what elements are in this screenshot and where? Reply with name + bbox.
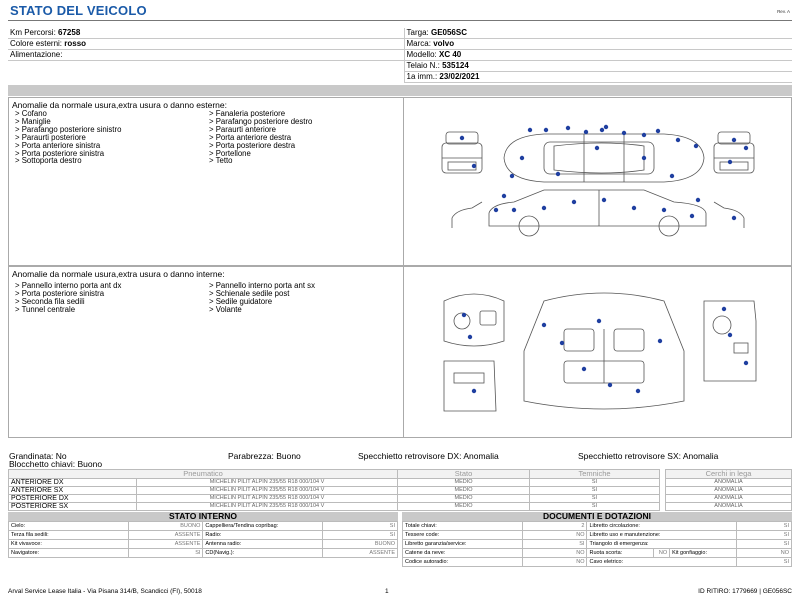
damage-marker — [732, 216, 736, 220]
tyre-cerchi: ANOMALIA — [666, 495, 792, 503]
damage-item: > Pannello interno porta ant sx — [209, 281, 315, 290]
damage-marker — [642, 156, 646, 160]
cell-value: ASSENTE — [128, 540, 203, 549]
tyre-cerchi: ANOMALIA — [666, 503, 792, 511]
damage-marker — [468, 335, 472, 339]
revision-label: Rev. A — [777, 9, 790, 14]
damage-marker — [542, 206, 546, 210]
cell-key: Cappelliera/Tendina copribag: — [203, 522, 323, 531]
damage-item: > Parafango posteriore sinistro — [15, 124, 122, 134]
damage-item: > Seconda fila sedili — [15, 296, 85, 306]
cell-value: SI — [737, 522, 792, 531]
telaio-label: Telaio N.: — [406, 61, 440, 70]
interior-damage-panel — [8, 266, 792, 438]
interior-car-diagram — [434, 281, 764, 431]
cell-key: Tessere code: — [403, 531, 523, 540]
damage-marker — [472, 389, 476, 393]
damage-marker — [595, 146, 599, 150]
pneumatico-header: Pneumatico — [9, 470, 398, 479]
documents-table — [402, 521, 792, 567]
damage-item: > Tetto — [209, 156, 233, 166]
telaio-value: 535124 — [442, 61, 469, 70]
damage-marker — [658, 339, 662, 343]
cell-key: Libretto garanzia/service: — [403, 540, 523, 549]
cell-key: Cavo eletrico: — [587, 558, 737, 567]
modello-label: Modello: — [406, 50, 437, 59]
cell-key: Cielo: — [9, 522, 129, 531]
tyre-tecniche: SI — [530, 487, 660, 495]
damage-marker — [510, 174, 514, 178]
table-row — [403, 522, 792, 531]
cell-value: NO — [522, 531, 587, 540]
tyre-tecniche: SI — [530, 503, 660, 511]
cell-value: 2 — [522, 522, 587, 531]
documents-title: DOCUMENTI E DOTAZIONI — [402, 512, 792, 521]
damage-item: > Volante — [209, 304, 242, 314]
cell-key: Terza fila sedili: — [9, 531, 129, 540]
cell-value: NO — [737, 549, 792, 558]
damage-marker — [622, 131, 626, 135]
cell-key: CD(Navig.): — [203, 549, 323, 558]
damage-marker — [494, 208, 498, 212]
table-row — [403, 540, 792, 549]
vehicle-info-table — [8, 28, 792, 83]
interior-damage-title: Anomalie da normale usura,extra usura o danno interne: — [12, 269, 225, 279]
damage-item: > Porta posteriore sinistra — [15, 288, 105, 298]
cell-value: NO — [522, 549, 587, 558]
damage-marker — [670, 174, 674, 178]
cell-key: Kit vivavoce: — [9, 540, 129, 549]
tyre-cerchi: ANOMALIA — [666, 479, 792, 487]
footer-ritiro: ID RITIRO: 1779669 | GE056SC — [698, 588, 792, 595]
km-label: Km Percorsi: — [10, 28, 56, 37]
cell-value: NO — [522, 558, 587, 567]
damage-marker — [728, 333, 732, 337]
damage-marker — [632, 206, 636, 210]
cell-key: Antenna radio: — [203, 540, 323, 549]
damage-marker — [582, 367, 586, 371]
info-row — [8, 72, 792, 83]
colore-label: Colore esterni: — [10, 39, 63, 48]
parabrezza-text: Parabrezza: Buono — [228, 451, 301, 461]
tyre-model: MICHELIN PILIT ALPIN 235/55 R18 000/104 V — [137, 479, 398, 487]
damage-item: > Parafango posteriore destro — [209, 116, 313, 126]
specchietto-dx-text: Specchietto retrovisore DX: Anomalia — [358, 451, 499, 461]
page-title: STATO DEL VEICOLO — [10, 3, 147, 18]
damage-marker — [544, 128, 548, 132]
tyre-position: ANTERIORE DX — [9, 479, 137, 487]
cell-key: Triangolo di emergenza: — [587, 540, 737, 549]
table-row — [9, 540, 398, 549]
targa-value: GE056SC — [430, 28, 467, 37]
cell-value: SI — [323, 531, 398, 540]
table-row — [9, 522, 398, 531]
damage-item: > Paraurti anteriore — [209, 124, 276, 134]
cell-key: Codice autoradio: — [403, 558, 523, 567]
title-divider — [8, 20, 792, 21]
immatricolazione-label: 1a imm.: — [406, 72, 438, 81]
damage-marker — [744, 146, 748, 150]
exterior-car-diagram — [434, 118, 764, 243]
damage-item: > Portellone — [209, 148, 251, 158]
tyre-tecniche: SI — [530, 479, 660, 487]
damage-marker — [604, 125, 608, 129]
cell-value: NO — [654, 549, 670, 558]
damage-marker — [566, 126, 570, 130]
cell-value: SI — [323, 522, 398, 531]
damage-marker — [597, 319, 601, 323]
cell-key: Totale chiavi: — [403, 522, 523, 531]
interior-damage-list-1 — [15, 282, 121, 314]
marca-label: Marca: — [406, 39, 431, 48]
tyre-model: MICHELIN PILIT ALPIN 235/55 R18 000/104 V — [137, 495, 398, 503]
damage-item: > Fanaleria posteriore — [209, 109, 286, 118]
damage-marker — [744, 361, 748, 365]
info-row — [8, 39, 792, 50]
footer-page-number: 1 — [385, 588, 389, 595]
damage-item: > Sottoporta destro — [15, 156, 82, 166]
damage-marker — [512, 208, 516, 212]
cell-value: SI — [737, 540, 792, 549]
tecniche-header: Temniche — [530, 470, 660, 479]
damage-marker — [642, 133, 646, 137]
cell-value: SI — [737, 531, 792, 540]
tyre-stato: MEDIO — [398, 487, 530, 495]
damage-marker — [608, 383, 612, 387]
damage-marker — [572, 200, 576, 204]
cell-value: BUONO — [128, 522, 203, 531]
damage-marker — [462, 313, 466, 317]
tyre-model: MICHELIN PILIT ALPIN 235/55 R18 000/104 V — [137, 487, 398, 495]
damage-item: > Paraurti posteriore — [15, 132, 86, 142]
damage-item: > Pannello interno porta ant dx — [15, 281, 122, 290]
damage-marker — [520, 156, 524, 160]
tyre-position: POSTERIORE DX — [9, 495, 137, 503]
damage-item: > Schienale sedile post — [209, 288, 290, 298]
cell-value: ASSENTE — [128, 531, 203, 540]
marca-value: volvo — [433, 39, 455, 48]
internal-state-table — [8, 521, 398, 558]
grandinata-text: Grandinata: No — [9, 451, 67, 461]
table-row — [9, 531, 398, 540]
section-separator — [8, 85, 792, 96]
cell-value: SI — [737, 558, 792, 567]
damage-marker — [694, 144, 698, 148]
stato-header: Stato — [398, 470, 530, 479]
cell-value: BUONO — [323, 540, 398, 549]
damage-marker — [602, 198, 606, 202]
interior-damage-list-2 — [209, 282, 315, 314]
info-row — [8, 61, 792, 72]
tyre-tecniche: SI — [530, 495, 660, 503]
blocchetto-text: Blocchetto chiavi: Buono — [9, 459, 103, 469]
cell-key: Radio: — [203, 531, 323, 540]
damage-marker — [656, 129, 660, 133]
damage-marker — [676, 138, 680, 142]
table-row — [9, 503, 792, 511]
cell-key: Navigatore: — [9, 549, 129, 558]
damage-marker — [560, 341, 564, 345]
damage-marker — [636, 389, 640, 393]
info-row — [8, 28, 792, 39]
damage-marker — [584, 130, 588, 134]
table-row — [9, 479, 792, 487]
targa-label: Targa: — [406, 28, 429, 37]
cerchi-header: Cerchi in lega — [666, 470, 792, 479]
exterior-damage-panel — [8, 97, 792, 266]
damage-marker — [600, 128, 604, 132]
damage-marker — [472, 164, 476, 168]
damage-marker — [460, 136, 464, 140]
footer-company: Arval Service Lease Italia - Via Pisana 314/B, Scandicci (FI), 50018 — [8, 588, 202, 595]
damage-item: > Porta posteriore sinistra — [15, 148, 105, 158]
tyre-cerchi: ANOMALIA — [666, 487, 792, 495]
damage-marker — [556, 172, 560, 176]
damage-item: > Maniglie — [15, 116, 51, 126]
table-row — [9, 487, 792, 495]
damage-item: > Porta anteriore destra — [209, 132, 292, 142]
exterior-damage-title: Anomalie da normale usura,extra usura o danno esterne: — [12, 100, 227, 110]
cell-key: Libretto circolazione: — [587, 522, 737, 531]
cell-value: ASSENTE — [323, 549, 398, 558]
damage-marker — [542, 323, 546, 327]
damage-marker — [722, 307, 726, 311]
alimentazione-label: Alimentazione: — [10, 50, 63, 59]
tyres-table — [8, 469, 792, 511]
tyre-model: MICHELIN PILIT ALPIN 235/55 R18 000/104 V — [137, 503, 398, 511]
damage-item: > Tunnel centrale — [15, 304, 76, 314]
table-row — [9, 549, 398, 558]
damage-marker — [696, 198, 700, 202]
damage-marker — [732, 138, 736, 142]
table-row — [403, 531, 792, 540]
modello-value: XC 40 — [438, 50, 462, 59]
cell-value: SI — [128, 549, 203, 558]
tyres-header-row — [9, 470, 792, 479]
cell-value: SI — [522, 540, 587, 549]
damage-marker — [690, 214, 694, 218]
specchietto-sx-text: Specchietto retrovisore SX: Anomalia — [578, 451, 719, 461]
table-row — [9, 495, 792, 503]
damage-item: > Porta anteriore sinistra — [15, 140, 101, 150]
immatricolazione-value: 23/02/2021 — [439, 72, 480, 81]
cell-key: Libretto uso e manutenzione: — [587, 531, 737, 540]
tyre-stato: MEDIO — [398, 503, 530, 511]
damage-item: > Sedile guidatore — [209, 296, 273, 306]
tyre-stato: MEDIO — [398, 495, 530, 503]
damage-marker — [528, 128, 532, 132]
colore-value: rosso — [64, 39, 87, 48]
cell-key: Ruota scorta: — [587, 549, 654, 558]
table-row — [403, 558, 792, 567]
table-row — [403, 549, 792, 558]
info-row — [8, 50, 792, 61]
exterior-damage-list-2 — [209, 110, 312, 165]
internal-state-title: STATO INTERNO — [8, 512, 398, 521]
damage-marker — [728, 160, 732, 164]
tyre-stato: MEDIO — [398, 479, 530, 487]
km-value: 67258 — [58, 28, 81, 37]
damage-item: > Cofano — [15, 109, 47, 118]
damage-marker — [502, 194, 506, 198]
damage-item: > Porta posteriore destra — [209, 140, 296, 150]
exterior-damage-list-1 — [15, 110, 121, 165]
tyre-position: ANTERIORE SX — [9, 487, 137, 495]
cell-key: Catene da neve: — [403, 549, 523, 558]
cell-key: Kit gonfiaggio: — [670, 549, 737, 558]
tyre-position: POSTERIORE SX — [9, 503, 137, 511]
damage-marker — [662, 208, 666, 212]
